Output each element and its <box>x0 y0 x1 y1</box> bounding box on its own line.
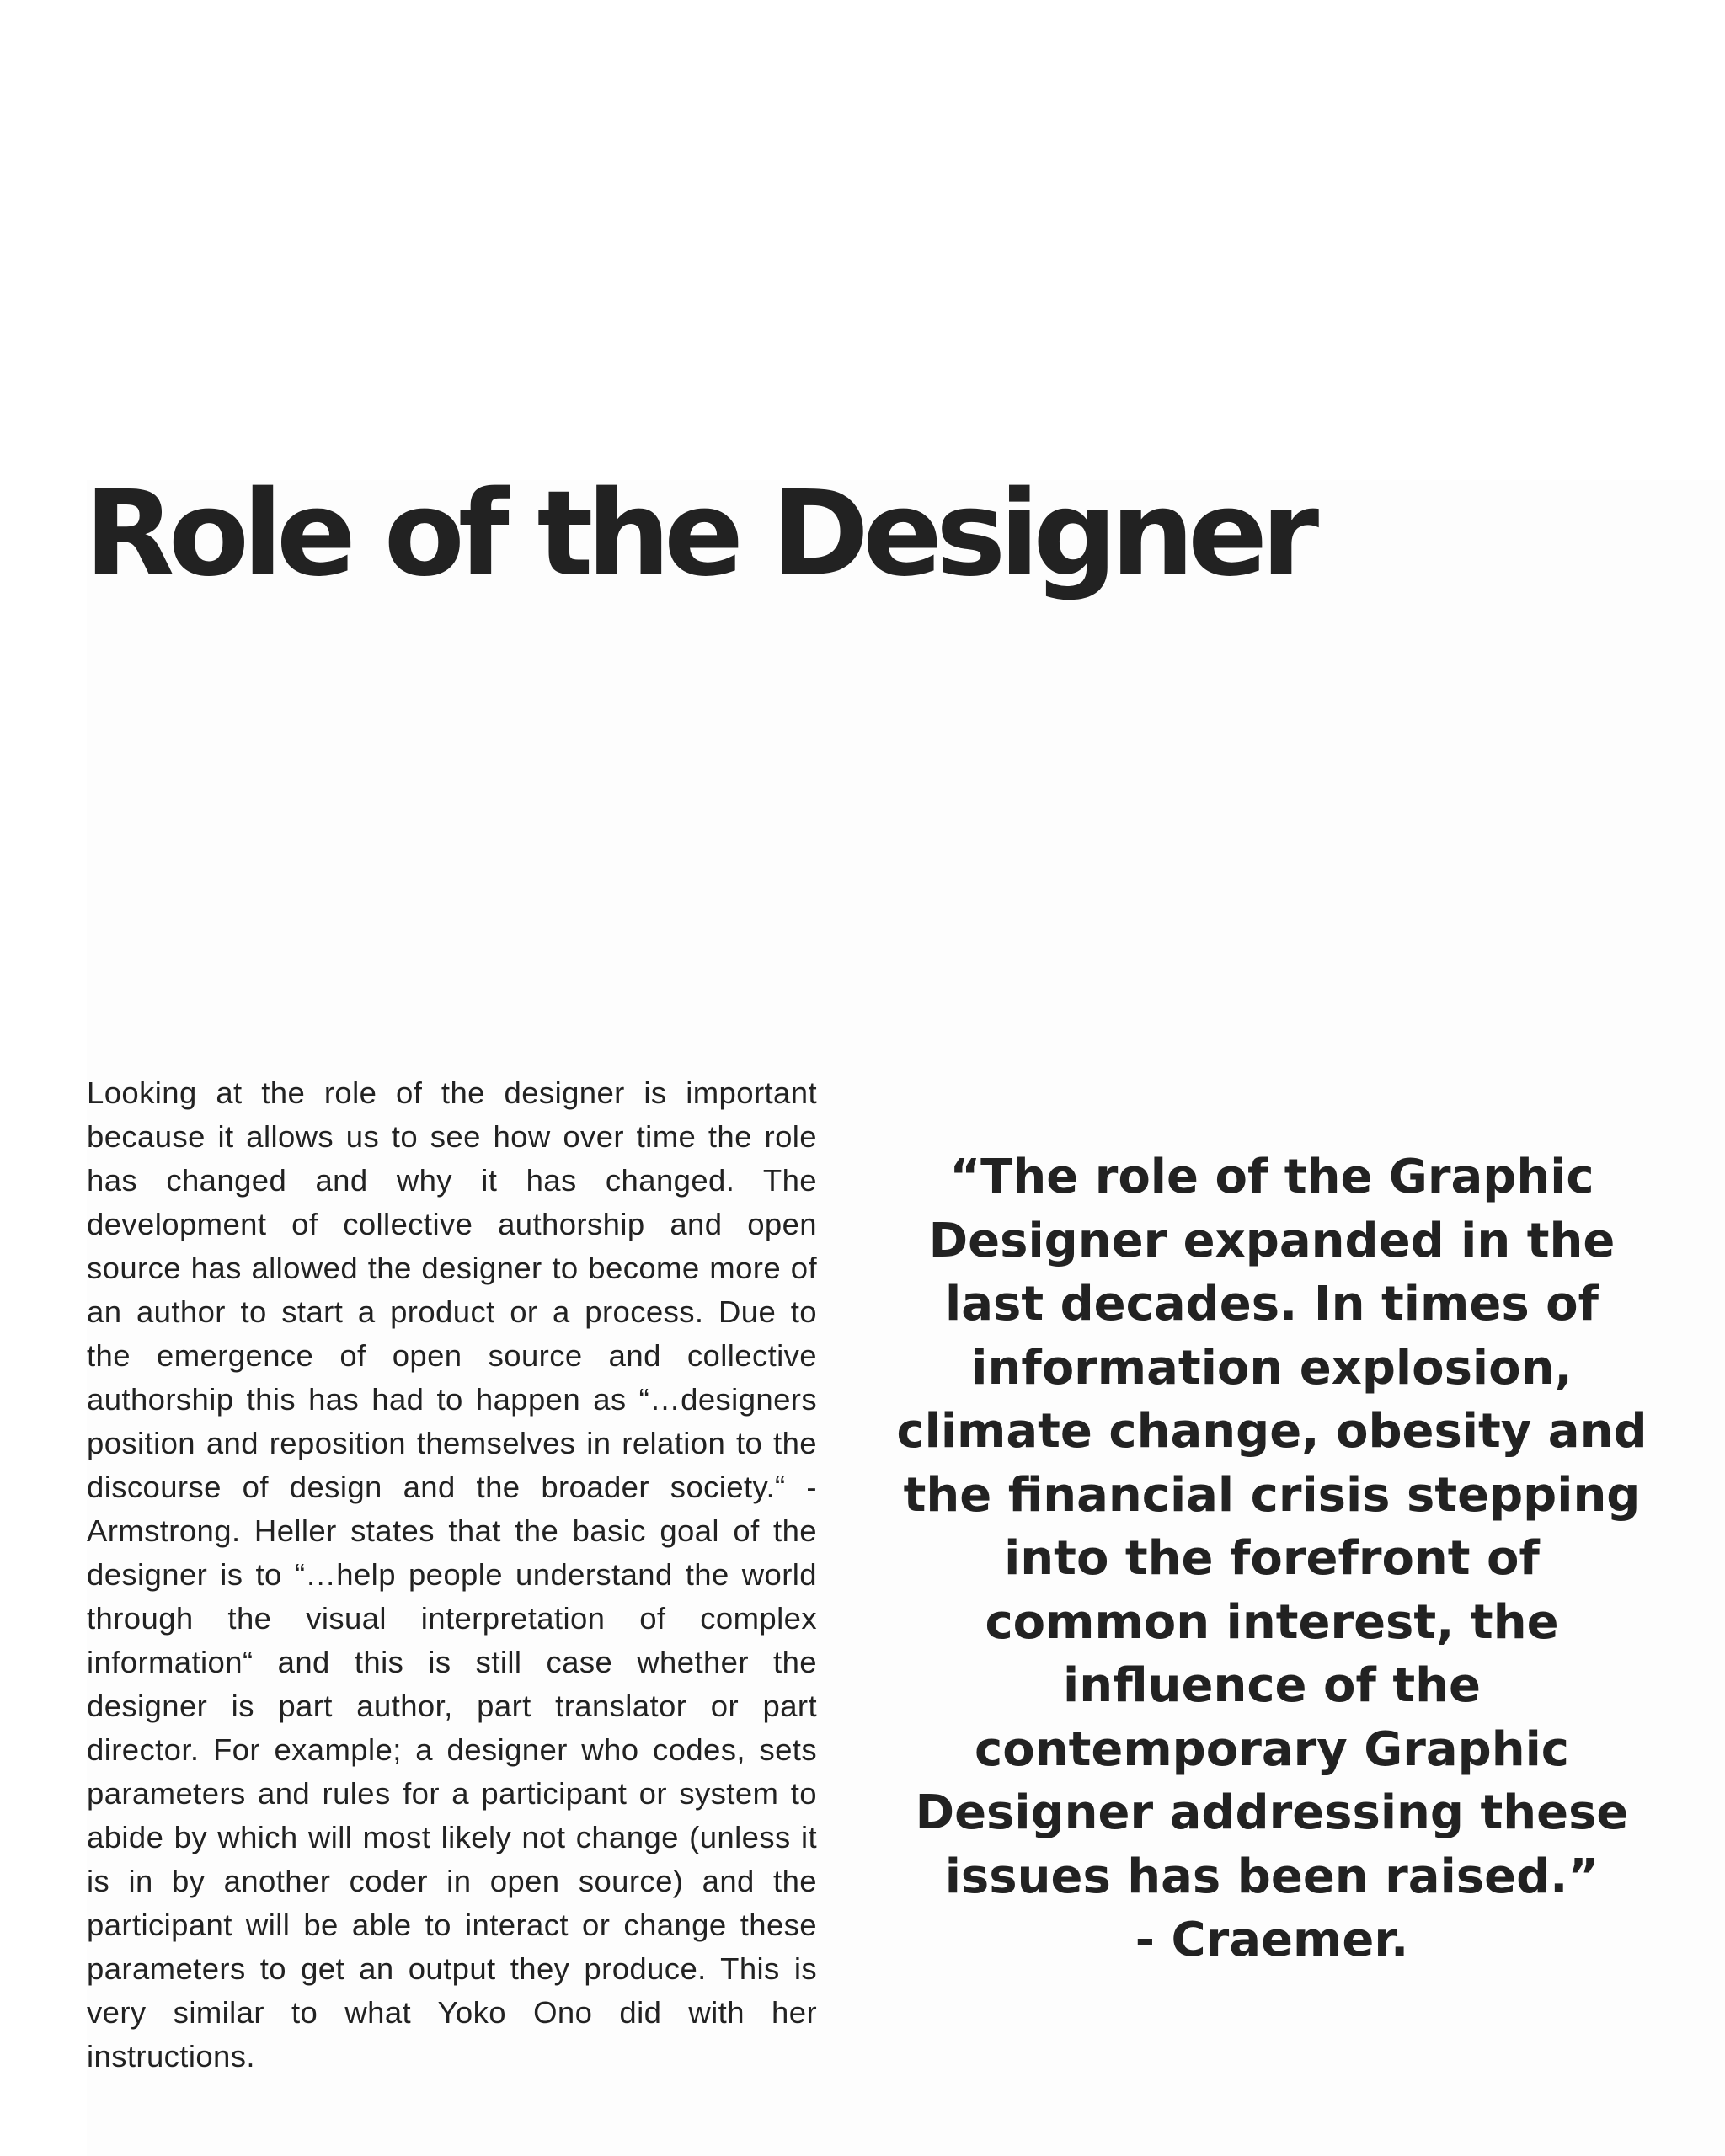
pull-quote <box>893 1145 1651 1972</box>
pull-quote-attribution: - Craemer. <box>1135 1913 1409 1967</box>
page-title: Role of the Designer <box>84 466 1313 603</box>
pull-quote-text: “The role of the Graphic Designer expanded in the last decades. In times of information explosion, climate change, obesity and the financial crisis stepping into the forefront of common interest, the influence of the contemporary Graphic Designer addressing these issues has been raised.” <box>896 1150 1648 1904</box>
body-paragraph: Looking at the role of the designer is important because it allows us to see how over time the role has changed and why it has changed. The development of collective authorship and open source has allowed the designer to become more of an author to start a product or a process. Due to the emergence of open source and collective authorship this has had to happen as “…designers position and reposition themselves in relation to the discourse of design and the broader society.“ - Armstrong. Heller states that the basic goal of the designer is to “…help people understand the world through the visual interpretation of complex information“ and this is still case whether the designer is part author, part translator or part director. For example; a designer who codes, sets parameters and rules for a participant or system to abide by which will most likely not change (unless it is in by another coder in open source) and the participant will be able to interact or change these parameters to get an output they produce. This is very similar to what Yoko Ono did with her instructions. <box>87 1075 817 2073</box>
